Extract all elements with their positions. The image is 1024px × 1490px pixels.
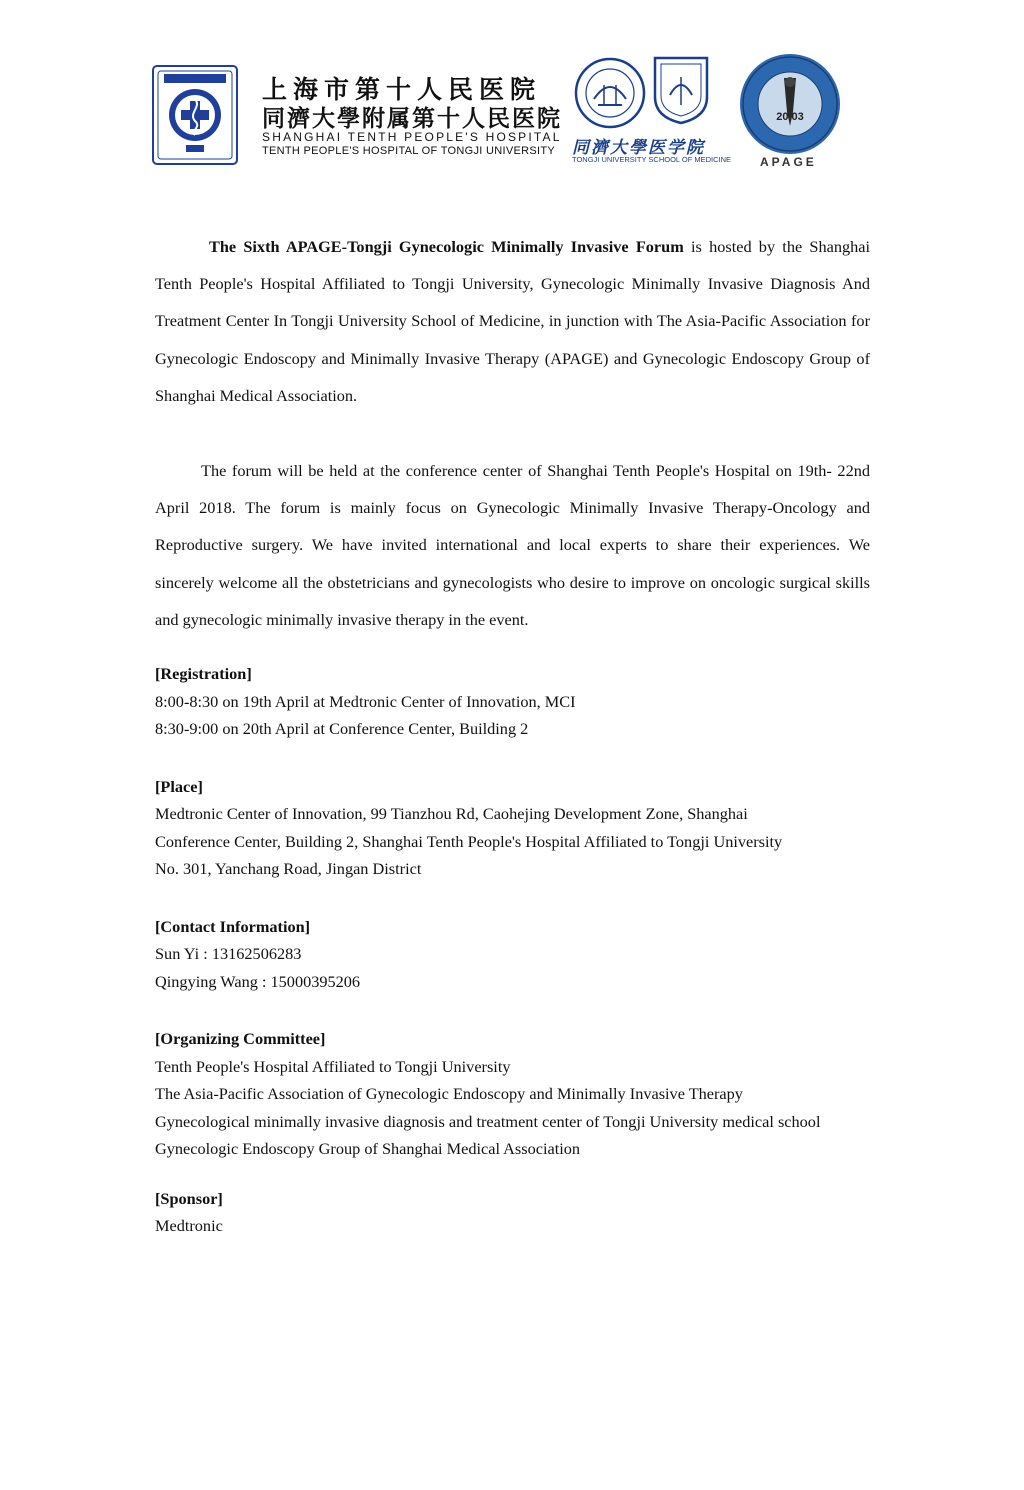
apage-label: APAGE <box>760 155 817 169</box>
hospital-affiliation-english: TENTH PEOPLE'S HOSPITAL OF TONGJI UNIVERSITY <box>262 145 556 157</box>
tenth-hospital-seal-logo <box>152 65 238 165</box>
forum-paragraph: The forum will be held at the conference center of Shanghai Tenth People's Hospital on 19th- 22nd April 2018. The forum is mainly focus on Gynecologic Minimally Invasive Therapy-Oncology and Reproductive surgery. We have invited international and local experts to share their experiences. We sincerely welcome all the obstetricians and gynecologists who desire to improve on oncologic surgical skills and gynecologic minimally invasive therapy in the event. <box>155 461 870 629</box>
place-section <box>155 773 870 883</box>
registration-line: 8:30-9:00 on 20th April at Conference Center, Building 2 <box>155 719 529 739</box>
apage-seal-logo <box>738 52 842 156</box>
committee-line: Gynecologic Endoscopy Group of Shanghai Medical Association <box>155 1139 581 1159</box>
contact-heading: [Contact Information] <box>155 916 311 936</box>
tongji-school-english: TONGJI UNIVERSITY SCHOOL OF MEDICINE <box>572 155 732 164</box>
tongji-school-chinese: 同濟大學医学院 <box>572 138 705 158</box>
intro-paragraph <box>155 228 870 414</box>
intro-text: is hosted by the Shanghai Tenth People's Hospital Affiliated to Tongji University, Gynecologic Minimally Invasive Diagnosis And Treatment Center In Tongji University School of Medicine, in junction with The Asia-Pacific Association for Gynecologic Endoscopy and Minimally Invasive Therapy (APAGE) and Gynecologic Endoscopy Group of Shanghai Medical Association. <box>155 237 870 405</box>
letterhead <box>0 0 1024 200</box>
place-heading: [Place] <box>155 776 203 796</box>
tongji-university-seal-logo <box>574 55 646 131</box>
registration-section <box>155 660 870 743</box>
contact-section <box>155 913 870 996</box>
sponsor-section <box>155 1185 870 1240</box>
place-line: Conference Center, Building 2, Shanghai Tenth People's Hospital Affiliated to Tongji University <box>155 831 783 851</box>
hospital-affiliation-chinese: 同濟大學附属第十人民医院 <box>262 106 562 132</box>
committee-heading: [Organizing Committee] <box>155 1029 326 1049</box>
sponsor-line: Medtronic <box>155 1216 223 1236</box>
registration-heading: [Registration] <box>155 664 252 684</box>
place-line: No. 301, Yanchang Road, Jingan District <box>155 859 422 879</box>
registration-line: 8:00-8:30 on 19th April at Medtronic Center of Innovation, MCI <box>155 691 576 711</box>
committee-section <box>155 1025 870 1163</box>
committee-line: The Asia-Pacific Association of Gynecologic Endoscopy and Minimally Invasive Therapy <box>155 1084 743 1104</box>
hospital-name-english: SHANGHAI TENTH PEOPLE'S HOSPITAL <box>262 130 562 144</box>
committee-line: Tenth People's Hospital Affiliated to Tongji University <box>155 1056 511 1076</box>
contact-line: Sun Yi : 13162506283 <box>155 944 302 964</box>
hospital-name-chinese: 上海市第十人民医院 <box>262 75 542 104</box>
forum-title: The Sixth APAGE-Tongji Gynecologic Minimally Invasive Forum <box>209 237 684 256</box>
contact-line: Qingying Wang : 15000395206 <box>155 971 361 991</box>
document-body <box>155 228 870 1240</box>
tongji-medicine-seal-logo <box>652 55 710 125</box>
committee-line: Gynecological minimally invasive diagnosis and treatment center of Tongji University medical school <box>155 1111 821 1131</box>
place-line: Medtronic Center of Innovation, 99 Tianzhou Rd, Caohejing Development Zone, Shanghai <box>155 804 748 824</box>
sponsor-heading: [Sponsor] <box>155 1188 223 1208</box>
svg-text:20 03: 20 03 <box>776 111 804 123</box>
